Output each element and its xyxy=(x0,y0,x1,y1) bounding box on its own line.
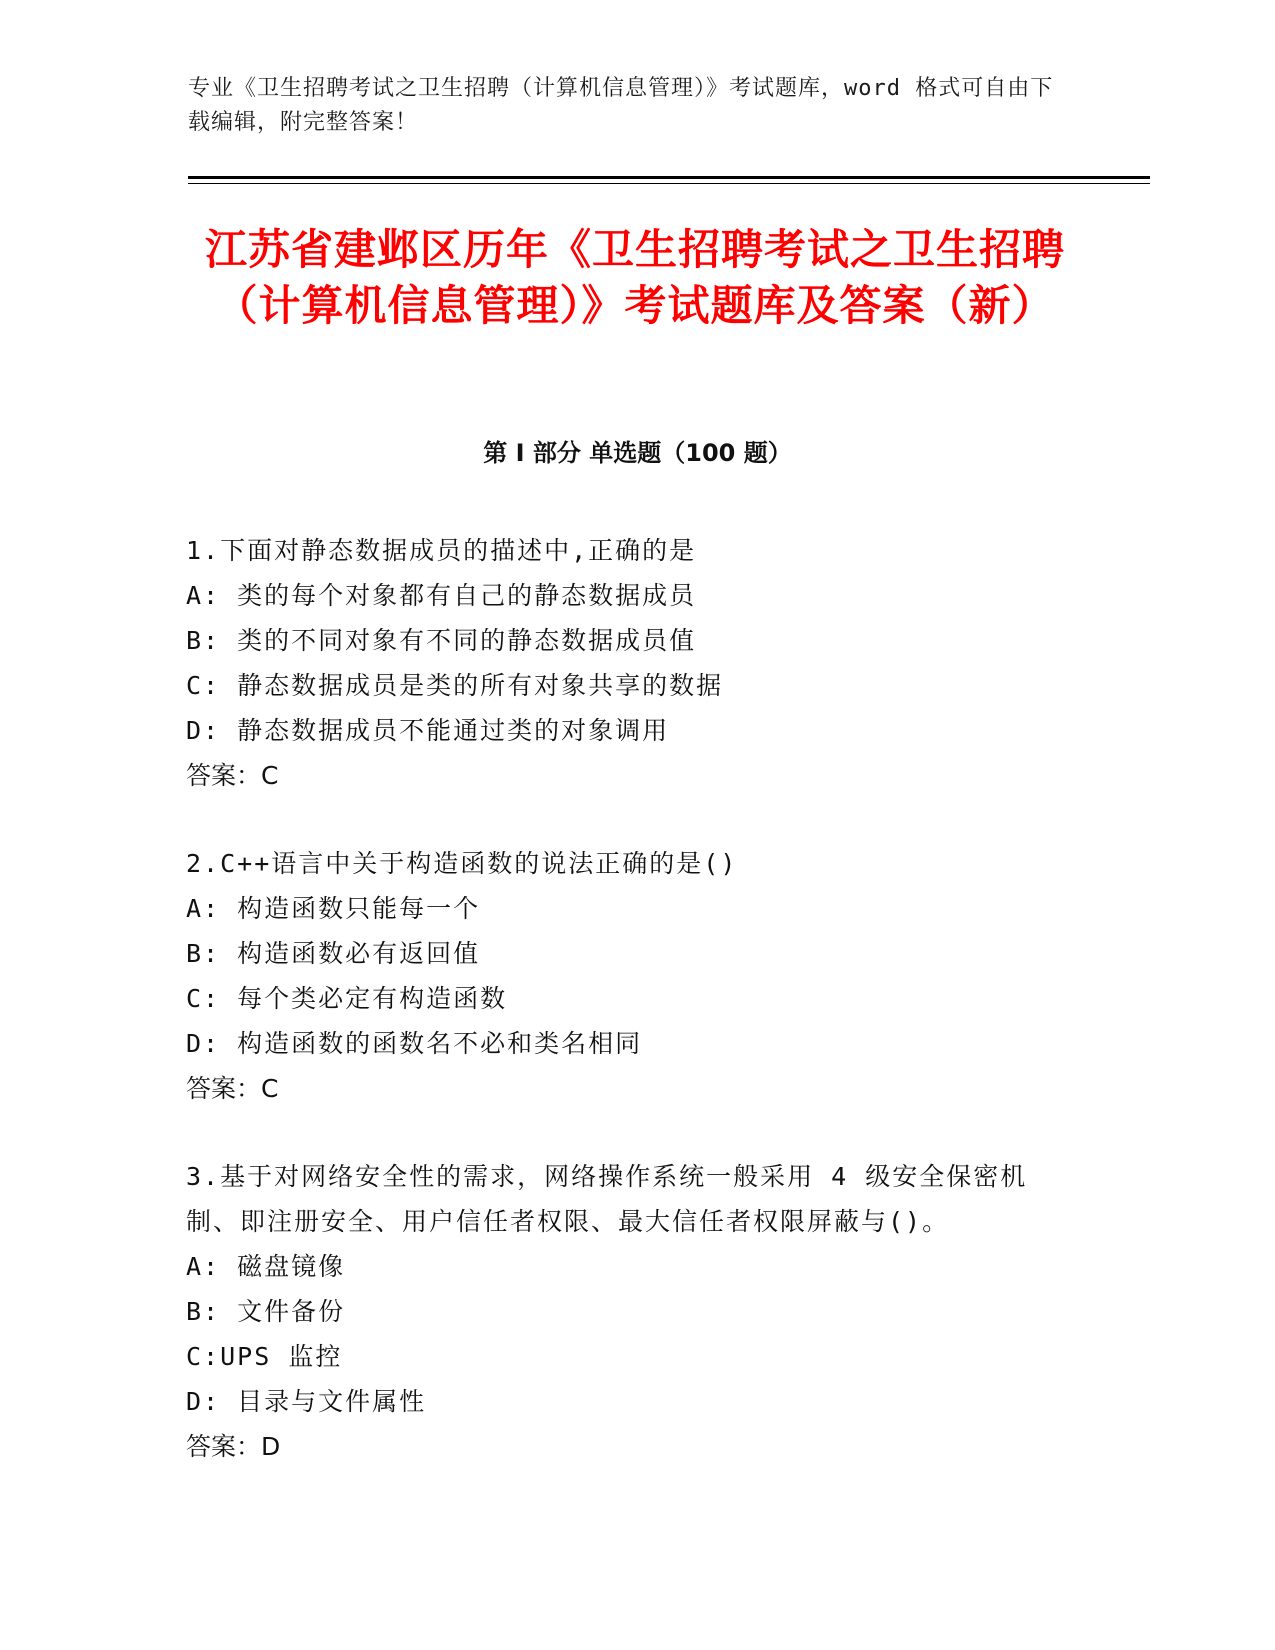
question-text xyxy=(186,1154,1066,1244)
answer-label: 答案： xyxy=(186,761,262,790)
option-d xyxy=(186,1379,1066,1424)
option-text: 静态数据成员不能通过类的对象调用 xyxy=(237,716,670,745)
option-letter: A: xyxy=(186,1252,221,1281)
answer-value: C xyxy=(261,1074,279,1103)
option-letter: B: xyxy=(186,939,221,968)
option-text: 类的不同对象有不同的静态数据成员值 xyxy=(237,626,697,655)
option-letter: B: xyxy=(186,1297,221,1326)
option-letter: A: xyxy=(186,894,221,923)
option-text: 类的每个对象都有自己的静态数据成员 xyxy=(237,581,697,610)
answer-label: 答案： xyxy=(186,1074,262,1103)
option-letter: D: xyxy=(186,1029,221,1058)
option-d xyxy=(186,708,1066,753)
question-number: 1. xyxy=(186,536,221,565)
option-a xyxy=(186,1244,1066,1289)
question-number: 2. xyxy=(186,849,221,878)
question-text xyxy=(186,841,1066,886)
question-stem: 下面对静态数据成员的描述中,正确的是 xyxy=(220,536,697,565)
option-b xyxy=(186,618,1066,663)
question-text xyxy=(186,528,1066,573)
option-c xyxy=(186,663,1066,708)
answer-value: D xyxy=(261,1432,281,1461)
option-letter: C: xyxy=(186,671,221,700)
option-text: 构造函数必有返回值 xyxy=(237,939,481,968)
answer-line xyxy=(186,1066,1066,1111)
option-text: UPS 监控 xyxy=(220,1342,343,1371)
option-letter: D: xyxy=(186,1387,221,1416)
option-text: 静态数据成员是类的所有对象共享的数据 xyxy=(237,671,724,700)
answer-line xyxy=(186,753,1066,798)
answer-value: C xyxy=(261,761,279,790)
question-stem: C++语言中关于构造函数的说法正确的是() xyxy=(220,849,738,878)
document-title: 江苏省建邺区历年《卫生招聘考试之卫生招聘（计算机信息管理）》考试题库及答案（新） xyxy=(204,225,1065,330)
header-note: 专业《卫生招聘考试之卫生招聘（计算机信息管理）》考试题库，word 格式可自由下载编辑，附完整答案！ xyxy=(188,76,1054,135)
option-a xyxy=(186,886,1066,931)
option-d xyxy=(186,1021,1066,1066)
option-b xyxy=(186,1289,1066,1334)
option-b xyxy=(186,931,1066,976)
option-text: 每个类必定有构造函数 xyxy=(237,984,508,1013)
question-list xyxy=(186,528,1066,1512)
option-c xyxy=(186,976,1066,1021)
header-rule-thin xyxy=(188,183,1150,184)
question-1 xyxy=(186,528,1066,798)
option-letter: D: xyxy=(186,716,221,745)
question-3 xyxy=(186,1154,1066,1469)
question-stem: 基于对网络安全性的需求，网络操作系统一般采用 4 级安全保密机制、即注册安全、用户信任者权限、最大信任者权限屏蔽与()。 xyxy=(186,1162,1028,1236)
option-text: 构造函数的函数名不必和类名相同 xyxy=(237,1029,643,1058)
option-text: 磁盘镜像 xyxy=(237,1252,346,1281)
option-c xyxy=(186,1334,1066,1379)
header-rule-thick xyxy=(188,176,1150,179)
option-letter: C: xyxy=(186,984,221,1013)
section-title: 第 I 部分 单选题（100 题） xyxy=(483,439,792,467)
question-number: 3. xyxy=(186,1162,221,1191)
question-2 xyxy=(186,841,1066,1111)
option-text: 构造函数只能每一个 xyxy=(237,894,481,923)
option-a xyxy=(186,573,1066,618)
option-letter: B: xyxy=(186,626,221,655)
option-letter: A: xyxy=(186,581,221,610)
option-letter: C: xyxy=(186,1342,221,1371)
option-text: 目录与文件属性 xyxy=(237,1387,427,1416)
option-text: 文件备份 xyxy=(237,1297,346,1326)
answer-line xyxy=(186,1424,1066,1469)
answer-label: 答案： xyxy=(186,1432,262,1461)
